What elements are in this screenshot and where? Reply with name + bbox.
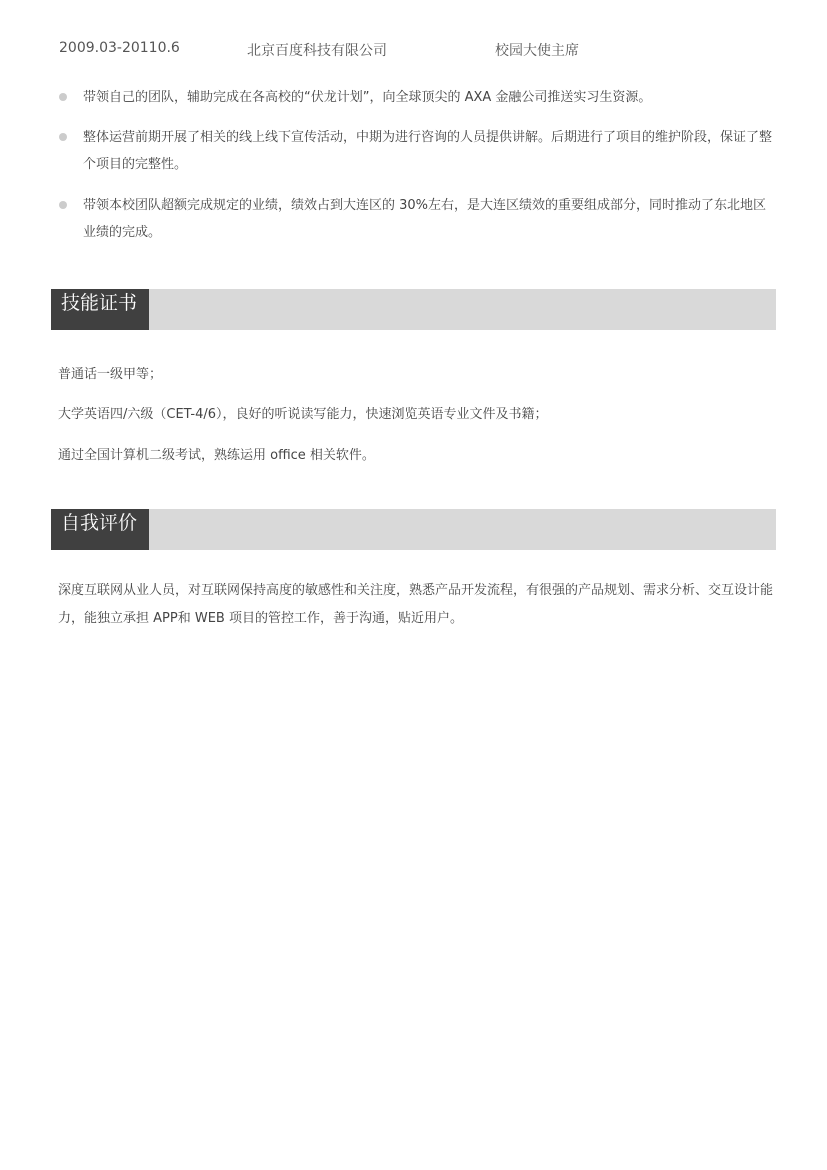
skill-item-mandarin: 普通话一级甲等； [58,367,163,382]
skill-item-english: 大学英语四/六级（CET-4/6），良好的听说读写能力，快速浏览英语专业文件及书籍； [58,407,548,422]
experience-bullet-list [58,84,778,259]
self-evaluation-text: 深度互联网从业人员，对互联网保持高度的敏感性和关注度，熟悉产品开发流程，有很强的产品规划、需求分析、交互设计能力，能独立承担 APP和 WEB 项目的管控工作，善于沟通，贴近用户。 [58,583,774,626]
skills-section-header [51,289,776,330]
bullet-dot-icon [59,133,67,141]
skills-section-title: 技能证书 [51,289,149,330]
experience-company: 北京百度科技有限公司 [247,43,387,59]
experience-date: 2009.03-20110.6 [59,40,180,56]
self-evaluation-section-header [51,509,776,550]
bullet-text: 整体运营前期开展了相关的线上线下宣传活动，中期为进行咨询的人员提供讲解。后期进行了项目的维护阶段，保证了整个项目的完整性。 [83,130,773,172]
list-item [58,124,778,178]
self-evaluation-section-title: 自我评价 [51,509,149,550]
list-item [58,84,778,111]
bullet-dot-icon [59,201,67,209]
bullet-text: 带领自己的团队，辅助完成在各高校的“伏龙计划”，向全球顶尖的 AXA 金融公司推送实习生资源。 [83,90,652,105]
list-item [58,192,778,246]
skill-item-computer: 通过全国计算机二级考试，熟练运用 office 相关软件。 [58,448,375,463]
bullet-dot-icon [59,93,67,101]
bullet-text: 带领本校团队超额完成规定的业绩，绩效占到大连区的 30%左右，是大连区绩效的重要组成部分，同时推动了东北地区业绩的完成。 [83,198,767,240]
experience-header-row [0,40,827,62]
experience-position: 校园大使主席 [495,43,579,59]
